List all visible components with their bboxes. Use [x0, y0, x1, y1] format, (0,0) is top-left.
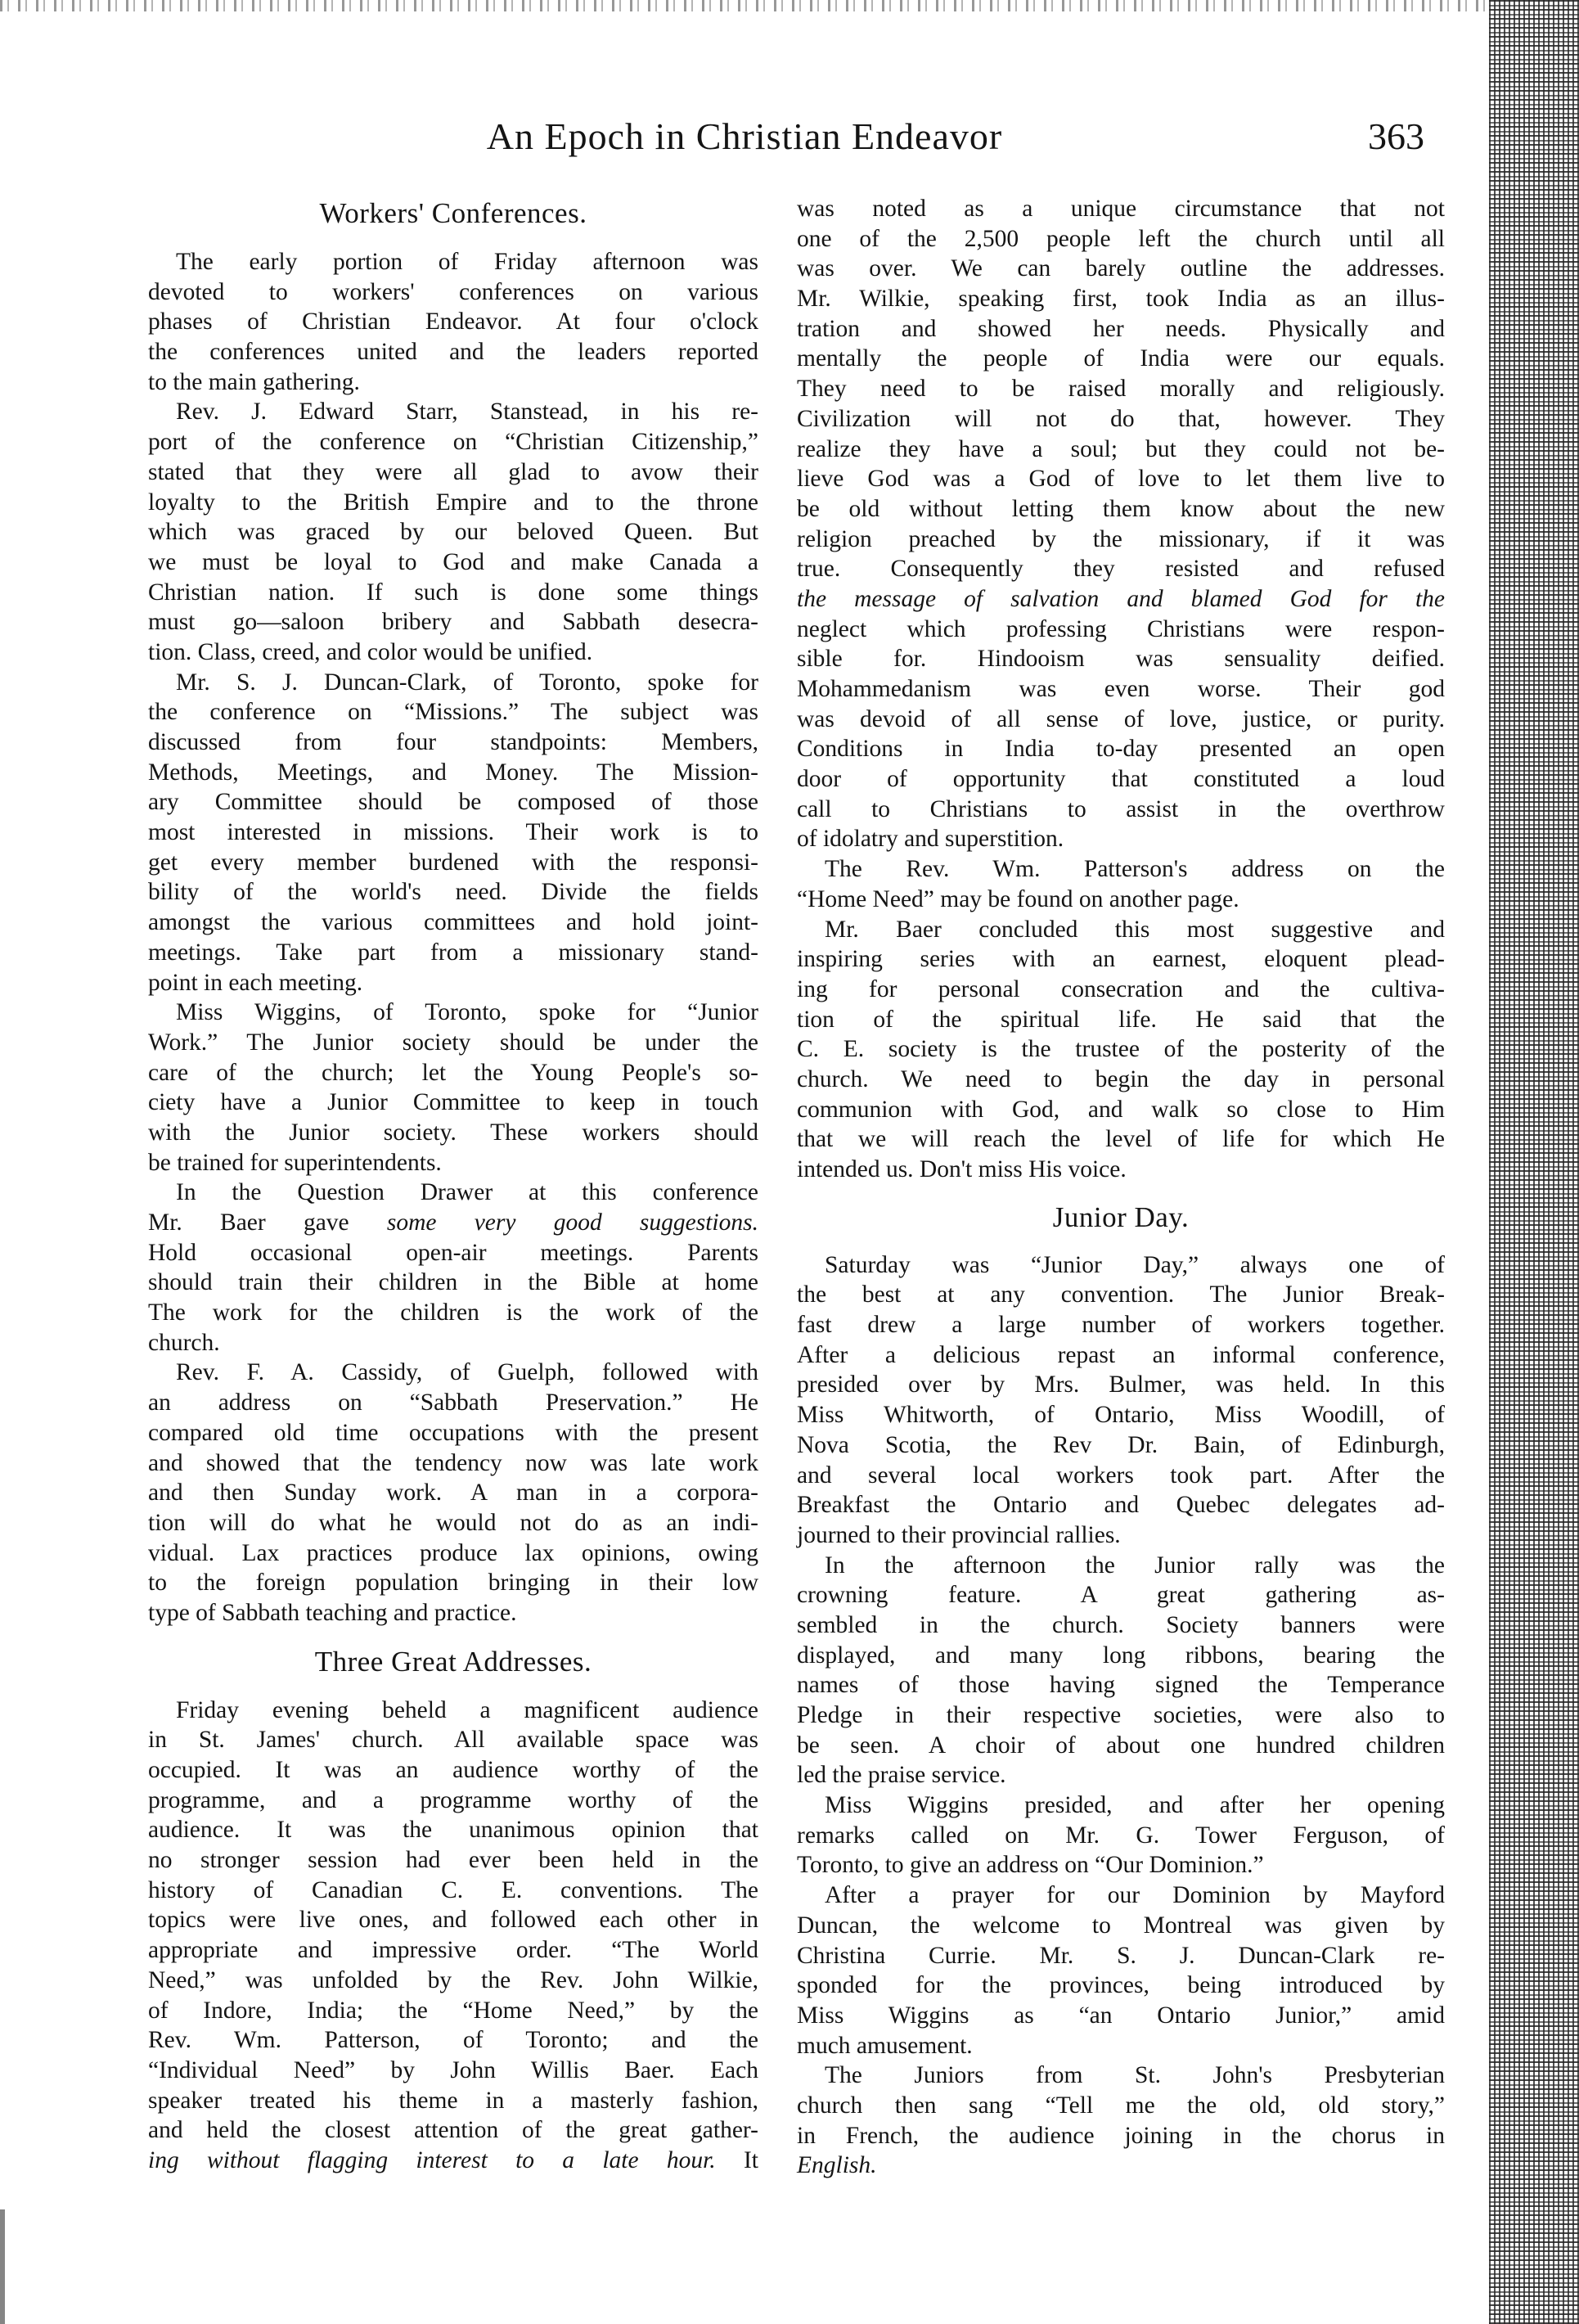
text-line: Duncan, the welcome to Montreal was given by — [797, 1912, 1445, 1939]
paragraph — [148, 998, 758, 1178]
text-segment: Mr. Baer gave — [148, 1209, 387, 1236]
running-head-title: An Epoch in Christian Endeavor — [486, 115, 1003, 157]
paragraph — [148, 247, 758, 397]
text-line — [148, 2146, 758, 2176]
paragraph — [148, 668, 758, 998]
text-line: Work.” The Junior society should be under the — [148, 1029, 758, 1056]
text-line: most interested in missions. Their work is to — [148, 819, 758, 846]
text-line: was over. We can barely outline the addresses. — [797, 255, 1445, 282]
text-line: and then Sunday work. A man in a corpora- — [148, 1480, 758, 1507]
section-heading: Workers' Conferences. — [319, 197, 587, 229]
paragraph — [797, 854, 1445, 914]
text-line: that we will reach the level of life for which He — [797, 1126, 1445, 1153]
text-line: sible for. Hindooism was sensuality deified. — [797, 646, 1445, 673]
italic-text: ing without flagging interest to a late hour. — [148, 2146, 716, 2173]
text-line: occupied. It was an audience worthy of the — [148, 1757, 758, 1783]
text-line: to the main gathering. — [148, 368, 360, 395]
text-line: tion of the spiritual life. He said that the — [797, 1006, 1445, 1033]
text-line: compared old time occupations with the present — [148, 1419, 758, 1446]
text-line: church. — [148, 1329, 220, 1356]
text-line: Mr. Baer concluded this most suggestive and — [825, 916, 1445, 943]
text-line: vidual. Lax practices produce lax opinions, owing — [148, 1539, 758, 1566]
text-line: Christina Currie. Mr. S. J. Duncan-Clark re- — [797, 1942, 1445, 1969]
page-number: 363 — [1368, 115, 1424, 157]
text-line: ary Committee should be composed of those — [148, 789, 758, 816]
text-line: neglect which professing Christians were respon- — [797, 615, 1445, 642]
text-line: topics were live ones, and followed each other in — [148, 1907, 758, 1934]
paragraph — [797, 1551, 1445, 1791]
text-line: amongst the various committees and hold joint- — [148, 909, 758, 936]
text-line: mentally the people of India were our equals. — [797, 345, 1445, 372]
text-line: The work for the children is the work of the — [148, 1299, 758, 1326]
paragraph — [797, 1790, 1445, 1880]
text-line — [148, 1208, 758, 1238]
paragraph — [797, 2061, 1445, 2181]
text-line: In the Question Drawer at this conference — [176, 1179, 758, 1206]
text-line: names of those having signed the Temperance — [797, 1672, 1445, 1699]
text-line: Rev. Wm. Patterson, of Toronto; and the — [148, 2027, 758, 2054]
italic-text: some very good suggestions. — [386, 1209, 758, 1236]
scan-edge-top — [0, 0, 1489, 11]
text-line: Pledge in their respective societies, were also to — [797, 1702, 1445, 1728]
text-line: The Juniors from St. John's Presbyterian — [825, 2062, 1445, 2089]
text-line: of Indore, India; the “Home Need,” by the — [148, 1997, 758, 2024]
text-line: After a prayer for our Dominion by Mayford — [825, 1882, 1445, 1909]
text-line: In the afternoon the Junior rally was the — [825, 1552, 1445, 1579]
text-line: we must be loyal to God and make Canada a — [148, 548, 758, 575]
text-line: Hold occasional open-air meetings. Parents — [148, 1239, 758, 1266]
text-line: the best at any convention. The Junior Break- — [797, 1281, 1445, 1308]
text-line: the conference on “Missions.” The subject was — [148, 699, 758, 726]
text-line: sembled in the church. Society banners were — [797, 1611, 1445, 1638]
text-line: port of the conference on “Christian Citizenship,” — [148, 429, 758, 456]
text-line: Rev. F. A. Cassidy, of Guelph, followed with — [176, 1359, 758, 1386]
text-line: fast drew a large number of workers together. — [797, 1312, 1445, 1339]
text-line: tion will do what he would not do as an indi- — [148, 1509, 758, 1536]
text-line: “Individual Need” by John Willis Baer. Each — [148, 2056, 758, 2083]
text-line: was noted as a unique circumstance that not — [797, 196, 1445, 222]
text-line: Miss Wiggins as “an Ontario Junior,” amid — [797, 2002, 1445, 2029]
text-line: religion preached by the missionary, if it was — [797, 525, 1445, 552]
paragraph — [797, 1250, 1445, 1551]
text-line: was devoid of all sense of love, justice, or purity. — [797, 705, 1445, 732]
text-line: Saturday was “Junior Day,” always one of — [825, 1251, 1445, 1278]
text-line: phases of Christian Endeavor. At four o'clock — [148, 309, 758, 336]
text-line: Conditions in India to-day presented an open — [797, 736, 1445, 763]
text-line: no stronger session had ever been held in the — [148, 1847, 758, 1874]
text-line: crowning feature. A great gathering as- — [797, 1582, 1445, 1609]
column-right — [797, 194, 1445, 2181]
text-line: tration and showed her needs. Physically and — [797, 315, 1445, 342]
text-line: must go—saloon bribery and Sabbath desecra- — [148, 609, 758, 636]
text-line: journed to their provincial rallies. — [797, 1521, 1121, 1548]
text-line: Mr. Wilkie, speaking first, took India as an illus- — [797, 286, 1445, 313]
text-line: to the foreign population bringing in their low — [148, 1570, 758, 1597]
text-line: Rev. J. Edward Starr, Stanstead, in his re- — [176, 399, 758, 426]
text-line: in St. James' church. All available space was — [148, 1727, 758, 1754]
text-segment: It — [715, 2146, 758, 2173]
text-line: one of the 2,500 people left the church until all — [797, 225, 1445, 252]
text-line: with the Junior society. These workers should — [148, 1119, 758, 1146]
paragraph — [148, 397, 758, 667]
text-line: inspiring series with an earnest, eloquent plead- — [797, 946, 1445, 973]
text-line: door of opportunity that constituted a loud — [797, 766, 1445, 793]
text-line: be old without letting them know about the new — [797, 495, 1445, 522]
text-line: should train their children in the Bible at home — [148, 1269, 758, 1296]
text-line: church then sang “Tell me the old, old story,” — [797, 2092, 1445, 2119]
text-line: devoted to workers' conferences on various — [148, 278, 758, 305]
text-line: The Rev. Wm. Patterson's address on the — [825, 856, 1445, 883]
text-line: get every member burdened with the responsi- — [148, 849, 758, 876]
text-line: intended us. Don't miss His voice. — [797, 1156, 1127, 1182]
text-line: loyalty to the British Empire and to the throne — [148, 489, 758, 516]
text-line: the conferences united and the leaders reported — [148, 339, 758, 366]
text-line: lieve God was a God of love to let them live to — [797, 466, 1445, 493]
text-line: led the praise service. — [797, 1762, 1006, 1789]
text-line: Mr. S. J. Duncan-Clark, of Toronto, spoke for — [176, 669, 758, 696]
text-line: displayed, and many long ribbons, bearing the — [797, 1642, 1445, 1669]
text-line: in French, the audience joining in the chorus in — [797, 2122, 1445, 2149]
text-line: stated that they were all glad to avow their — [148, 458, 758, 485]
text-line: and held the closest attention of the great gather- — [148, 2117, 758, 2144]
text-line: Friday evening beheld a magnificent audience — [176, 1696, 758, 1723]
text-line: of idolatry and superstition. — [797, 826, 1064, 853]
text-line: Miss Wiggins presided, and after her opening — [825, 1792, 1445, 1819]
text-line: presided over by Mrs. Bulmer, was held. In this — [797, 1371, 1445, 1398]
text-line: Methods, Meetings, and Money. The Mission- — [148, 759, 758, 786]
text-line: an address on “Sabbath Preservation.” He — [148, 1389, 758, 1416]
text-line: much amusement. — [797, 2032, 973, 2059]
text-line: care of the church; let the Young People's so- — [148, 1059, 758, 1086]
paragraph — [148, 1358, 758, 1628]
text-line: and several local workers took part. After the — [797, 1462, 1445, 1489]
text-line: Breakfast the Ontario and Quebec delegates ad- — [797, 1492, 1445, 1519]
text-line: church. We need to begin the day in personal — [797, 1065, 1445, 1092]
text-line: point in each meeting. — [148, 969, 363, 996]
text-line: Mohammedanism was even worse. Their god — [797, 676, 1445, 702]
text-line: The early portion of Friday afternoon was — [176, 249, 758, 275]
text-line: appropriate and impressive order. “The World — [148, 1937, 758, 1964]
text-line: After a delicious repast an informal conference, — [797, 1341, 1445, 1368]
text-line: Miss Whitworth, of Ontario, Miss Woodill, of — [797, 1402, 1445, 1429]
text-line: Need,” was unfolded by the Rev. John Wilkie, — [148, 1966, 758, 1993]
italic-text: the message of salvation and blamed God for the — [797, 585, 1445, 612]
text-line: remarks called on Mr. G. Tower Ferguson, of — [797, 1822, 1445, 1849]
paragraph — [148, 1178, 758, 1358]
text-line: ing for personal consecration and the cultiva- — [797, 975, 1445, 1002]
paragraph — [797, 1880, 1445, 2061]
text-line: true. Consequently they resisted and refused — [797, 556, 1445, 583]
text-line: communion with God, and walk so close to Him — [797, 1096, 1445, 1123]
text-line: Miss Wiggins, of Toronto, spoke for “Junior — [176, 999, 758, 1026]
text-line: be seen. A choir of about one hundred children — [797, 1732, 1445, 1759]
text-line: be trained for superintendents. — [148, 1149, 442, 1176]
text-line: Christian nation. If such is done some things — [148, 579, 758, 606]
text-line: programme, and a programme worthy of the — [148, 1786, 758, 1813]
text-line: ciety have a Junior Committee to keep in touch — [148, 1089, 758, 1116]
text-line: audience. It was the unanimous opinion that — [148, 1817, 758, 1844]
paragraph — [148, 1696, 758, 2176]
column-left — [148, 180, 758, 2176]
scan-edge-right — [1489, 0, 1579, 2324]
scan-edge-left — [0, 2209, 5, 2324]
text-line: sponded for the provinces, being introduced by — [797, 1972, 1445, 1999]
text-line: C. E. society is the trustee of the posterity of the — [797, 1036, 1445, 1063]
paragraph — [797, 915, 1445, 1185]
text-line: which was graced by our beloved Queen. But — [148, 519, 758, 546]
text-line: realize they have a soul; but they could not be- — [797, 435, 1445, 462]
italic-text: English. — [797, 2152, 877, 2179]
text-line — [797, 2151, 1445, 2181]
text-line: speaker treated his theme in a masterly fashion, — [148, 2087, 758, 2114]
text-line: Nova Scotia, the Rev Dr. Bain, of Edinburgh, — [797, 1431, 1445, 1458]
section-heading: Three Great Addresses. — [314, 1645, 592, 1678]
text-line: call to Christians to assist in the overthrow — [797, 795, 1445, 822]
text-line: type of Sabbath teaching and practice. — [148, 1599, 517, 1626]
text-line: Toronto, to give an address on “Our Dominion.” — [797, 1852, 1264, 1879]
paragraph — [797, 194, 1445, 854]
text-line: Civilization will not do that, however. They — [797, 405, 1445, 432]
text-line: tion. Class, creed, and color would be unified. — [148, 638, 593, 665]
text-line: meetings. Take part from a missionary stand- — [148, 939, 758, 966]
text-line: They need to be raised morally and religiously. — [797, 376, 1445, 403]
text-line: history of Canadian C. E. conventions. The — [148, 1876, 758, 1903]
text-line: and showed that the tendency now was late work — [148, 1449, 758, 1476]
text-line: discussed from four standpoints: Members, — [148, 729, 758, 755]
text-line: bility of the world's need. Divide the fields — [148, 879, 758, 906]
section-heading: Junior Day. — [1052, 1200, 1190, 1233]
text-line: “Home Need” may be found on another page. — [797, 885, 1239, 912]
text-line — [797, 584, 1445, 615]
